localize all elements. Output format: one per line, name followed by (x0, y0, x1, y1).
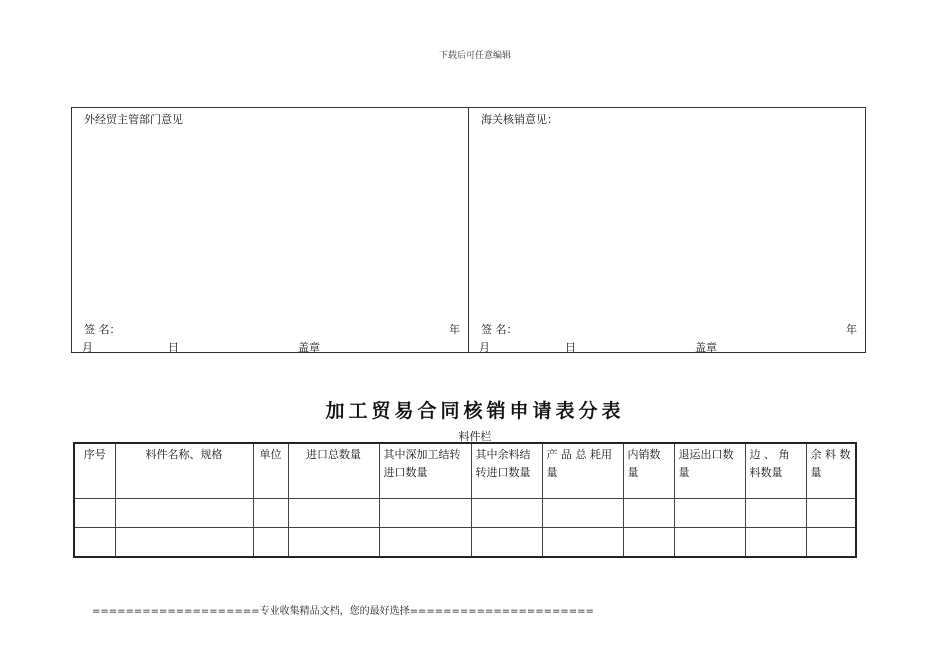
table-cell[interactable] (623, 528, 674, 558)
col-header-deep-processing-import: 其中深加工结转进口数量 (379, 443, 471, 499)
table-cell[interactable] (674, 499, 745, 528)
table-header-row (74, 443, 856, 499)
trade-authority-opinion (72, 108, 468, 352)
table-row (74, 528, 856, 558)
table-cell[interactable] (806, 528, 856, 558)
trade-authority-day: 日 (168, 341, 179, 354)
col-header-unit: 单位 (253, 443, 288, 499)
table-cell[interactable] (674, 528, 745, 558)
table-cell[interactable] (471, 528, 542, 558)
trade-authority-date-line (82, 339, 462, 353)
col-header-re-export: 退运出口数量 (674, 443, 745, 499)
table-cell[interactable] (74, 499, 115, 528)
col-header-scrap: 边 、 角 料数量 (745, 443, 806, 499)
table-row (74, 499, 856, 528)
approval-box (71, 107, 866, 353)
footer-note: ====================专业收集精品文档，您的最好选择====================== (92, 606, 594, 617)
table-cell[interactable] (379, 528, 471, 558)
table-cell[interactable] (288, 499, 379, 528)
col-header-product-consumption: 产 品 总 耗用量 (542, 443, 623, 499)
customs-seal: 盖章 (695, 341, 717, 354)
table-cell[interactable] (253, 528, 288, 558)
table-cell[interactable] (745, 499, 806, 528)
customs-day: 日 (565, 341, 576, 354)
table-cell[interactable] (288, 528, 379, 558)
col-header-surplus-transfer-import: 其中余料结转进口数量 (471, 443, 542, 499)
table-cell[interactable] (542, 499, 623, 528)
header-note: 下载后可任意编辑 (438, 51, 511, 61)
customs-year: 年 (846, 323, 857, 336)
section-label: 料件栏 (458, 430, 492, 443)
customs-month: 月 (479, 341, 490, 354)
table-cell[interactable] (471, 499, 542, 528)
customs-date-line (479, 339, 859, 353)
table-cell[interactable] (542, 528, 623, 558)
col-header-index: 序号 (74, 443, 115, 499)
trade-authority-year: 年 (449, 323, 460, 336)
table-cell[interactable] (74, 528, 115, 558)
col-header-import-total: 进口总数量 (288, 443, 379, 499)
customs-sign-label: 签 名： (481, 323, 518, 336)
trade-authority-sign-label: 签 名： (84, 323, 121, 336)
trade-authority-month: 月 (82, 341, 93, 354)
table-cell[interactable] (115, 528, 253, 558)
table-cell[interactable] (623, 499, 674, 528)
trade-authority-title: 外经贸主管部门意见 (84, 113, 183, 126)
table-cell[interactable] (115, 499, 253, 528)
table-cell[interactable] (379, 499, 471, 528)
page-title: 加工贸易合同核销申请表分表 (325, 400, 625, 422)
customs-opinion (468, 108, 865, 352)
col-header-material-name: 料件名称、规格 (115, 443, 253, 499)
customs-title: 海关核销意见： (481, 113, 558, 126)
materials-table (73, 442, 857, 558)
trade-authority-seal: 盖章 (298, 341, 320, 354)
col-header-domestic-sales: 内销数量 (623, 443, 674, 499)
table-cell[interactable] (745, 528, 806, 558)
table-cell[interactable] (253, 499, 288, 528)
col-header-surplus: 余 料 数量 (806, 443, 856, 499)
table-cell[interactable] (806, 499, 856, 528)
